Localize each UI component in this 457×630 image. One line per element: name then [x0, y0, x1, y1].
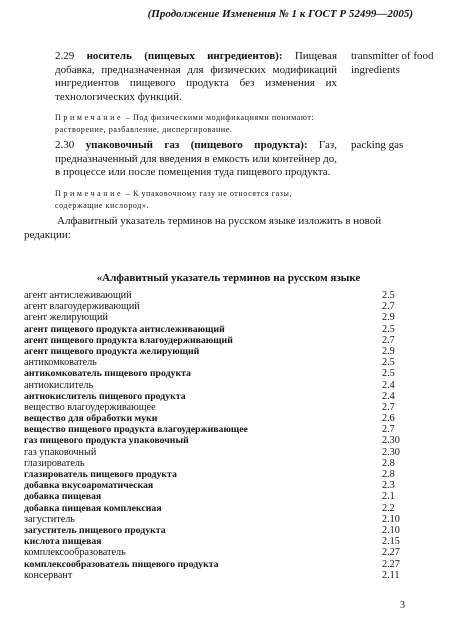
index-term: антикомкователь — [24, 357, 97, 369]
index-term: консервант — [24, 569, 73, 581]
index-section-number: 2.8 — [382, 469, 395, 480]
index-section-number: 2.6 — [382, 413, 395, 425]
index-row — [24, 357, 412, 368]
index-section-number: 2.3 — [382, 480, 395, 492]
index-row — [24, 335, 412, 346]
index-term: газ пищевого продукта упаковочный — [24, 435, 189, 447]
term-definition: Газ, предназначенный для введения в емкость или контейнер до, в процессе или после помещения туда пищевого продукта. — [55, 139, 337, 178]
note-label: Примечание — [55, 113, 124, 122]
index-section-number: 2.9 — [382, 312, 395, 324]
index-term: кислота пищевая — [24, 536, 102, 548]
term-number: 2.29 — [55, 50, 75, 62]
index-row — [24, 559, 412, 570]
index-term: агент пищевого продукта желирующий — [24, 345, 200, 357]
index-section-number: 2.4 — [382, 390, 395, 402]
note-label: Примечание — [55, 189, 124, 198]
index-row — [24, 324, 412, 335]
index-row — [24, 346, 412, 357]
index-row — [24, 301, 412, 312]
index-term: вещество влагоудерживающее — [24, 401, 156, 413]
index-section-number: 2.7 — [382, 334, 395, 346]
index-term: газ упаковочный — [24, 446, 97, 458]
index-row — [24, 480, 412, 491]
index-section-number: 2.2 — [382, 502, 395, 514]
index-section-number: 2.27 — [382, 547, 400, 559]
instruction-paragraph: Алфавитный указатель терминов на русском языке изложить в новой редакции: — [24, 215, 382, 241]
index-row — [24, 525, 412, 536]
index-term: добавка пищевая комплексная — [24, 502, 162, 514]
index-term: агент пищевого продукта антислеживающий — [24, 323, 225, 335]
index-term: агент желирующий — [24, 312, 108, 324]
index-section-number: 2.4 — [382, 379, 395, 391]
index-row — [24, 458, 412, 469]
index-section-number: 2.5 — [382, 368, 395, 380]
index-term: добавка вкусоароматическая — [24, 480, 154, 492]
index-row — [24, 290, 412, 301]
note-text: – К упаковочному газу не относятся газы, содержащие кислород». — [55, 189, 293, 210]
index-section-number: 2.10 — [382, 524, 400, 536]
index-row — [24, 547, 412, 558]
index-term: глазирователь пищевого продукта — [24, 469, 177, 480]
index-title: «Алфавитный указатель терминов на русском языке — [96, 272, 361, 284]
index-term: антиокислитель пищевого продукта — [24, 390, 186, 402]
index-row — [24, 514, 412, 525]
page-header: (Продолжение Изменения № 1 к ГОСТ Р 52499—2005) — [147, 8, 413, 20]
term-number: 2.30 — [55, 139, 75, 151]
term-name: упаковочный газ (пищевого продукта): — [85, 139, 308, 151]
term-definition: Пищевая добавка, предназначенная для физических модификаций ингредиентов пищевого продукта без изменения их технологических функций. — [55, 50, 338, 103]
index-section-number: 2.10 — [382, 513, 400, 525]
index-term: загуститель пищевого продукта — [24, 524, 166, 536]
term-index-list — [24, 290, 412, 581]
index-term: комплексообразователь — [24, 547, 126, 559]
index-row — [24, 424, 412, 435]
english-equivalent: transmitter of food ingredients — [351, 50, 434, 76]
note-text: – Под физическими модификациями понимают: растворение, разбавление, диспергирование. — [55, 113, 315, 134]
note-2-29 — [55, 112, 337, 136]
term-name: носитель (пищевых ингредиентов): — [86, 50, 283, 62]
index-section-number: 2.30 — [382, 446, 400, 458]
index-section-number: 2.15 — [382, 536, 400, 548]
index-row — [24, 491, 412, 502]
index-section-number: 2.7 — [382, 301, 395, 313]
index-row — [24, 536, 412, 547]
index-section-number: 2.7 — [382, 401, 395, 413]
index-section-number: 2.9 — [382, 345, 395, 357]
index-section-number: 2.5 — [382, 290, 395, 301]
index-section-number: 2.8 — [382, 457, 395, 469]
index-section-number: 2.30 — [382, 435, 400, 447]
index-row — [24, 570, 412, 581]
english-equivalent: packing gas — [351, 139, 404, 151]
index-section-number: 2.5 — [382, 357, 395, 369]
index-row — [24, 447, 412, 458]
index-row — [24, 503, 412, 514]
index-term: агент антислеживающий — [24, 290, 132, 301]
index-row — [24, 413, 412, 424]
index-term: вещество пищевого продукта влагоудерживающее — [24, 424, 248, 436]
index-section-number: 2.11 — [382, 569, 400, 581]
index-row — [24, 312, 412, 323]
index-term: загуститель — [24, 513, 75, 525]
index-section-number: 2.7 — [382, 424, 395, 436]
index-term: агент пищевого продукта влагоудерживающий — [24, 334, 233, 346]
index-row — [24, 380, 412, 391]
index-term: комплексообразователь пищевого продукта — [24, 558, 219, 570]
index-section-number: 2.27 — [382, 558, 400, 570]
index-row — [24, 391, 412, 402]
index-row — [24, 402, 412, 413]
note-2-30 — [55, 188, 337, 212]
index-row — [24, 368, 412, 379]
index-term: глазирователь — [24, 457, 85, 469]
index-row — [24, 435, 412, 446]
index-term: агент влагоудерживающий — [24, 301, 140, 313]
index-term: вещество для обработки муки — [24, 413, 158, 425]
index-section-number: 2.5 — [382, 323, 395, 335]
index-term: добавка пищевая — [24, 491, 102, 503]
index-term: антиокислитель — [24, 379, 94, 391]
page-number: 3 — [400, 600, 405, 611]
index-row — [24, 469, 412, 480]
index-term: антикомкователь пищевого продукта — [24, 368, 191, 380]
index-section-number: 2.1 — [382, 491, 395, 503]
